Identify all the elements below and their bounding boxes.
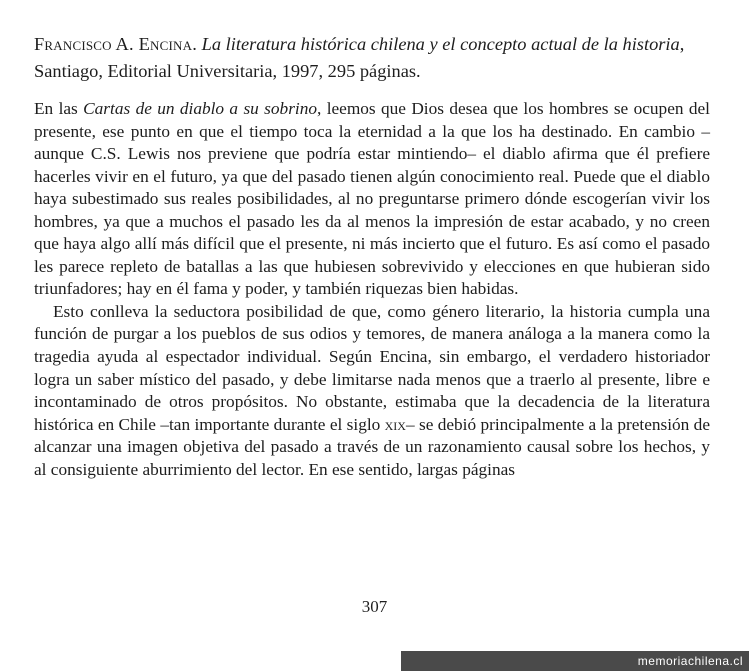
- paragraph-1-intro: En las: [34, 99, 84, 118]
- book-citation: [34, 31, 710, 85]
- citation-title: La literatura histórica chilena y el concepto actual de la historia: [201, 34, 680, 54]
- paragraph-1-book-title: Cartas de un diablo a su sobrino: [83, 99, 317, 118]
- paragraph-1: [34, 98, 710, 301]
- paragraph-2-text-after: – se debió principalmente a la pretensión de alcanzar una imagen objetiva del pasado a través de un razonamiento causal sobre los hechos, y al consiguiente aburrimiento del lector. En ese sentido, largas páginas: [34, 414, 710, 479]
- paragraph-2-century: xix: [384, 414, 406, 434]
- paragraph-2: [34, 301, 710, 481]
- paragraph-1-text: , leemos que Dios desea que los hombres se ocupen del presente, ese punto en que el tiempo toca la eternidad a la que los ha destinado. En cambio –aunque C.S. Lewis nos previene que podría estar mintiendo– el diablo afirma que él prefiere hacerles vivir en el futuro, ya que del pasado tienen algún conocimiento real. Puede que el diablo haya subestimado sus reales posibilidades, al no preguntarse primero dónde escogerían vivir los hombres, ya que a muchos el pasado les da al menos la impresión de estar acabado, y no creen que haya algo allí más difícil que el presente, ni más incierto que el futuro. Es así como el pasado les parece repleto de batallas a las que hubiesen sobrevivido y elecciones en que hubieran sido triunfadores; hay en él fama y poder, y también riquezas bien habidas.: [34, 99, 710, 299]
- watermark-label: memoriachilena.cl: [401, 651, 749, 671]
- review-body: [34, 98, 710, 481]
- paragraph-2-text-before: Esto conlleva la seductora posibilidad de que, como género literario, la historia cumpla una función de purgar a los pueblos de sus odios y temores, de manera análoga a la manera como la tragedia ayuda al espectador individual. Según Encina, sin embargo, el verdadero historiador logra un saber místico del pasado, y debe limitarse nada menos que a traerlo al presente, libre e incontaminado de otros propósitos. No obstante, estimaba que la decadencia de la literatura histórica en Chile –tan importante durante el siglo: [34, 301, 710, 434]
- citation-publication: , Santiago, Editorial Universitaria, 1997, 295 páginas.: [34, 34, 685, 81]
- page-number: 307: [361, 597, 388, 616]
- citation-author: Francisco A. Encina.: [34, 34, 198, 54]
